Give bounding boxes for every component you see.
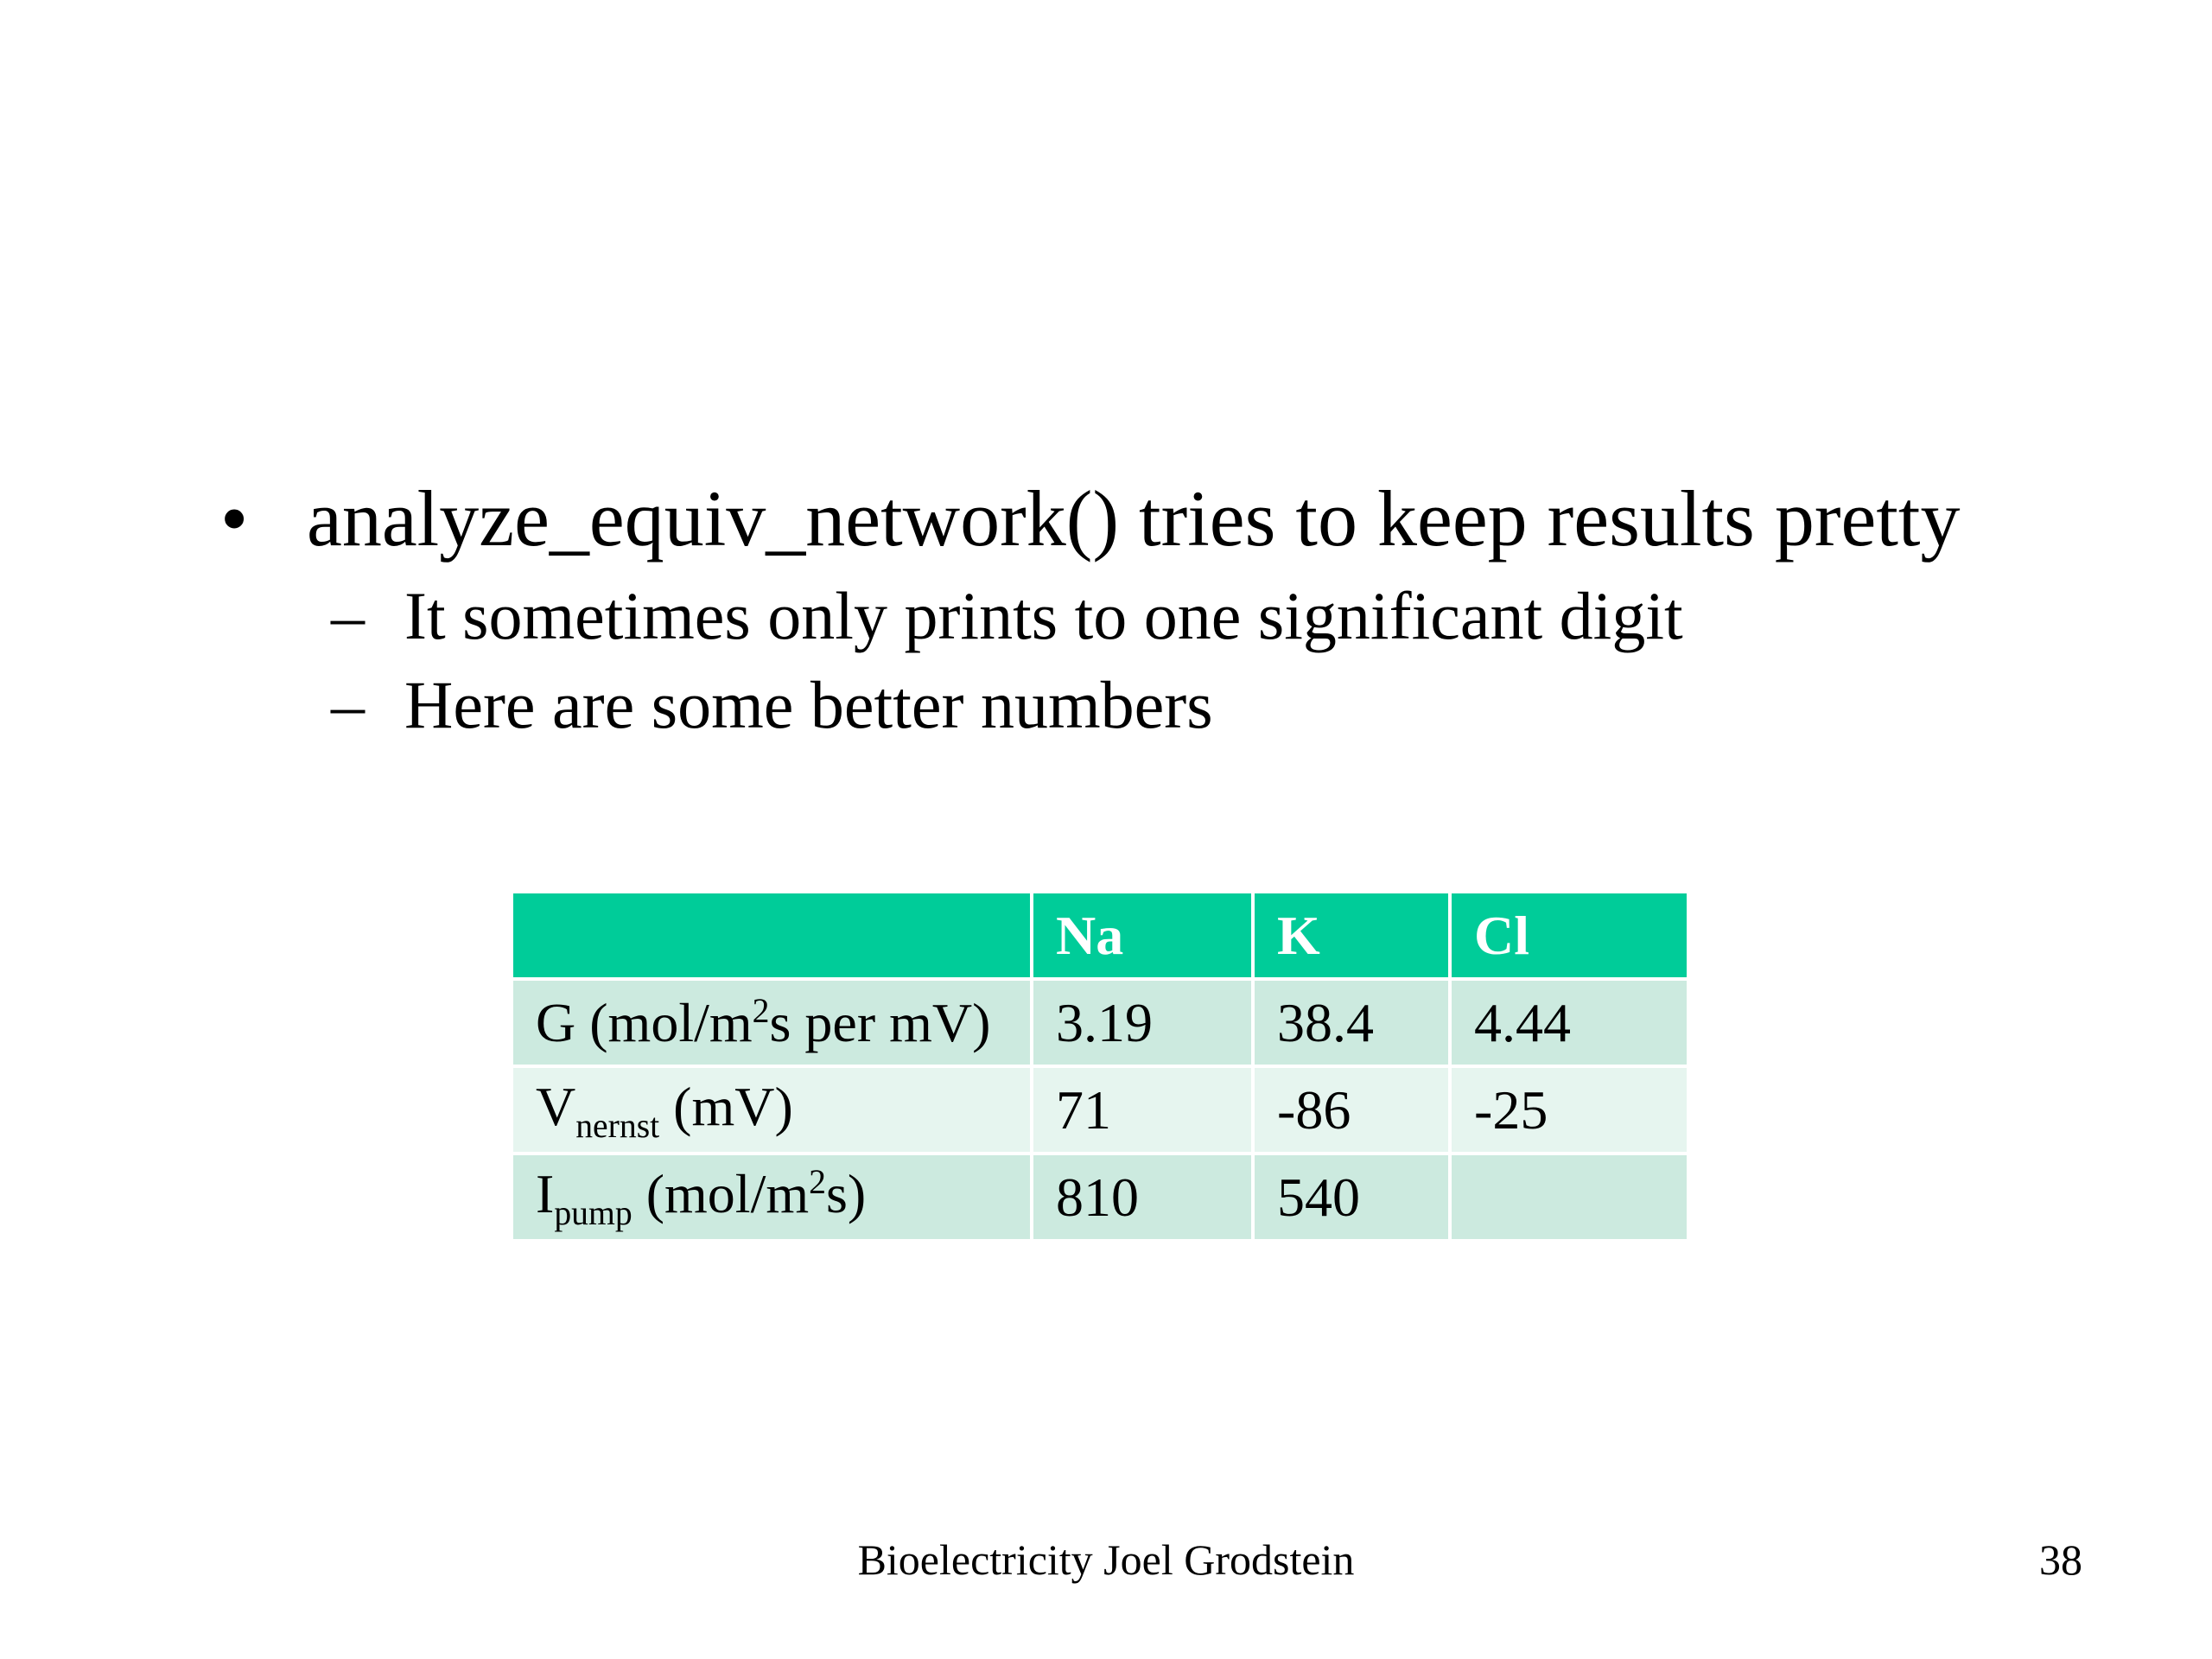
row-label-text: I xyxy=(536,1162,555,1224)
bullet-dot-icon: • xyxy=(220,474,249,563)
row-label-nernst xyxy=(512,1066,1032,1154)
table-cell: 4.44 xyxy=(1450,979,1688,1066)
table-cell: 71 xyxy=(1032,1066,1253,1154)
row-label-text: G (mol/m xyxy=(536,991,753,1053)
table-header-cell: Na xyxy=(1032,892,1253,979)
table-header-cell xyxy=(512,892,1032,979)
row-label-sup: 2 xyxy=(752,991,770,1030)
table-row xyxy=(512,1154,1688,1241)
row-label-text: s per mV) xyxy=(769,991,991,1053)
row-label-sub: pump xyxy=(554,1193,632,1232)
row-label-text: s) xyxy=(825,1162,867,1224)
table-cell: -25 xyxy=(1450,1066,1688,1154)
table-header-row xyxy=(512,892,1688,979)
bullet-dash-icon: – xyxy=(331,578,365,653)
table-cell: 38.4 xyxy=(1253,979,1450,1066)
bullet-main-text: analyze_equiv_network() tries to keep results pretty xyxy=(307,474,1961,563)
data-table xyxy=(510,890,1690,1243)
table-header-cell: Cl xyxy=(1450,892,1688,979)
row-label-text: (mol/m xyxy=(632,1162,810,1224)
page-number: 38 xyxy=(2039,1535,2082,1584)
bullet-sub-1-text: It sometimes only prints to one significant digit xyxy=(404,578,1683,653)
table-cell: 3.19 xyxy=(1032,979,1253,1066)
row-label-sup: 2 xyxy=(809,1162,826,1201)
table-cell: -86 xyxy=(1253,1066,1450,1154)
table-cell: 810 xyxy=(1032,1154,1253,1241)
table-cell: 540 xyxy=(1253,1154,1450,1241)
row-label-text: V xyxy=(536,1075,576,1137)
footer-text: Bioelectricity Joel Grodstein xyxy=(857,1535,1355,1584)
row-label-sub: nernst xyxy=(575,1106,660,1145)
bullet-dash-icon: – xyxy=(331,667,365,742)
row-label-text: (mV) xyxy=(659,1075,793,1137)
bullet-sub-2-text: Here are some better numbers xyxy=(404,667,1213,742)
table-cell xyxy=(1450,1154,1688,1241)
table-row xyxy=(512,979,1688,1066)
row-label-pump xyxy=(512,1154,1032,1241)
table-row xyxy=(512,1066,1688,1154)
table-header-cell: K xyxy=(1253,892,1450,979)
row-label-conductance xyxy=(512,979,1032,1066)
